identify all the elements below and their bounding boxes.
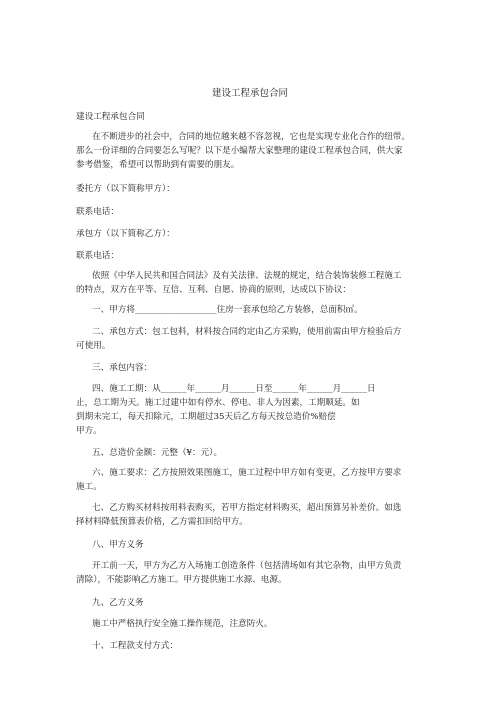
clause-7-line-2: 择材料降低预算表价格，乙方需扣回给甲方。 bbox=[76, 517, 248, 527]
clause-9-body-line: 施工中严格执行安全施工操作规范，注意防火。 bbox=[92, 619, 273, 629]
clause-1-line: 一、甲方将___________________住房一套承包给乙方装修，总面积㎡。 bbox=[92, 305, 363, 315]
clause-2-line-1: 二、承包方式：包工包料，材料按合同约定由乙方采购，使用前需由甲方检验后方 bbox=[92, 327, 402, 337]
clause-6-line-2: 施工。 bbox=[76, 482, 102, 492]
clause-7 bbox=[76, 501, 426, 529]
clause-10-title bbox=[76, 639, 426, 653]
intro-paragraph bbox=[76, 130, 426, 172]
clause-3-line: 三、承包内容： bbox=[92, 363, 153, 373]
clause-1 bbox=[76, 303, 426, 317]
preamble-line-1: 依照《中华人民共和国合同法》及有关法律、法规的规定，结合装饰装修工程施工 bbox=[92, 271, 402, 281]
clause-8-title bbox=[76, 538, 426, 552]
intro-line-3: 参考借鉴，希望可以帮助到有需要的朋友。 bbox=[76, 160, 240, 170]
preamble-paragraph bbox=[76, 269, 426, 297]
party-b-label: 承包方（以下简称乙方）： bbox=[76, 229, 175, 239]
clause-8-body-line-1: 开工前一天，甲方为乙方入场施工创造条件（包括清场如有其它杂物，由甲方负责 bbox=[92, 561, 402, 571]
intro-line-1: 在不断进步的社会中，合同的地位越来越不容忽视，它也是实现专业化合作的纽带。 bbox=[92, 132, 410, 142]
clause-5-line: 五、总造价金额：元整（¥：元）。 bbox=[92, 448, 223, 458]
clause-5 bbox=[76, 446, 426, 460]
document-title: 建设工程承包合同 bbox=[211, 88, 288, 99]
clause-2-line-2: 可使用。 bbox=[76, 341, 111, 351]
party-a-label: 委托方（以下简称甲方）： bbox=[76, 184, 175, 194]
document-subtitle: 建设工程承包合同 bbox=[76, 112, 145, 122]
intro-line-2: 那么一份详细的合同要怎么写呢？以下是小编帮大家整理的建设工程承包合同，供大家 bbox=[76, 146, 403, 156]
clause-3 bbox=[76, 361, 426, 375]
clause-9-body bbox=[76, 617, 426, 631]
clause-8-body bbox=[76, 559, 426, 587]
clause-8-title-line: 八、甲方义务 bbox=[92, 540, 144, 550]
clause-6-line-1: 六、施工要求：乙方按照效果图施工，施工过程中甲方如有变更，乙方按甲方要求 bbox=[92, 468, 402, 478]
clause-4 bbox=[76, 382, 426, 438]
clause-7-line-1: 七、乙方购买材料按用料表购买，若甲方指定材料购买，超出预算另补差价。如选 bbox=[92, 503, 402, 513]
clause-10-title-line: 十、工程款支付方式： bbox=[92, 641, 178, 651]
clause-8-body-line-2: 清除），不能影响乙方施工。甲方提供施工水源、电源。 bbox=[76, 575, 287, 585]
clause-6 bbox=[76, 466, 426, 494]
phone-a-label: 联系电话： bbox=[76, 207, 119, 217]
clause-9-title-line: 九、乙方义务 bbox=[92, 598, 144, 608]
preamble-line-2: 的特点，双方在平等、互信、互利、自愿、协商的原则，达成以下协议： bbox=[76, 285, 352, 295]
clause-9-title bbox=[76, 596, 426, 610]
clause-4-line-2: 止，总工期为天。施工过建中如有停水、停电、非人为因素，工期顺延。如 bbox=[76, 398, 360, 408]
clause-4-line-3: 到期未完工，每天扣除元，工期超过35天后乙方每天按总造价%赔偿 bbox=[76, 412, 336, 422]
clause-2 bbox=[76, 325, 426, 353]
clause-4-line-1: 四、施工工期：从______年______月______日至______年______月______日 bbox=[92, 384, 376, 394]
phone-b-label: 联系电话： bbox=[76, 251, 119, 261]
clause-4-line-4: 甲方。 bbox=[76, 426, 102, 436]
